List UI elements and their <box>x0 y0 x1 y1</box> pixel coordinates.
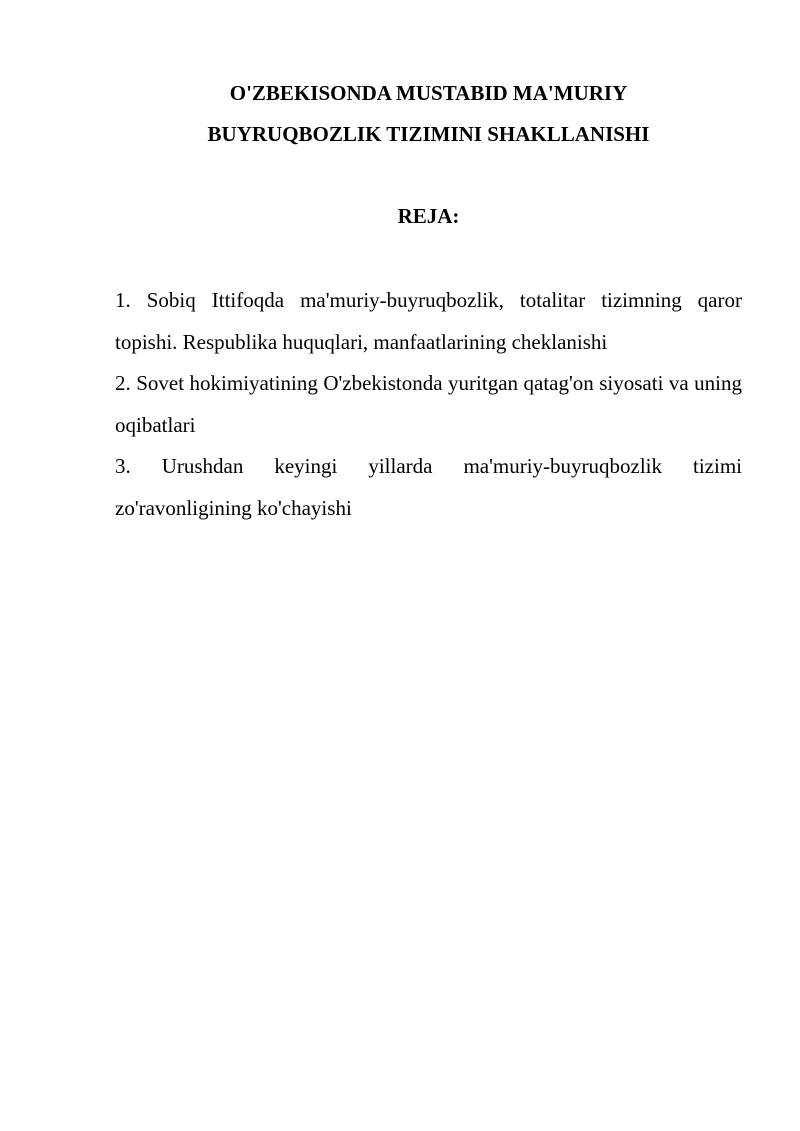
plan-list <box>115 280 742 529</box>
document-title <box>115 73 742 155</box>
document-title-line-1: O'ZBEKISONDA MUSTABID MA'MURIY <box>229 81 628 105</box>
document-title-line-2: BUYRUQBOZLIK TIZIMINI SHAKLLANISHI <box>207 122 650 146</box>
plan-item-3: 3. Urushdan keyingi yillarda ma'muriy-buyruqbozlik tizimi zo'ravonligining ko'chayishi <box>115 454 742 520</box>
plan-item-2: 2. Sovet hokimiyatining O'zbekistonda yuritgan qatag'on siyosati va uning oqibatlari <box>115 371 742 437</box>
plan-item-1: 1. Sobiq Ittifoqda ma'muriy-buyruqbozlik, totalitar tizimning qaror topishi. Respublika huquqlari, manfaatlarining cheklanishi <box>115 288 742 354</box>
plan-heading: REJA: <box>397 204 460 228</box>
